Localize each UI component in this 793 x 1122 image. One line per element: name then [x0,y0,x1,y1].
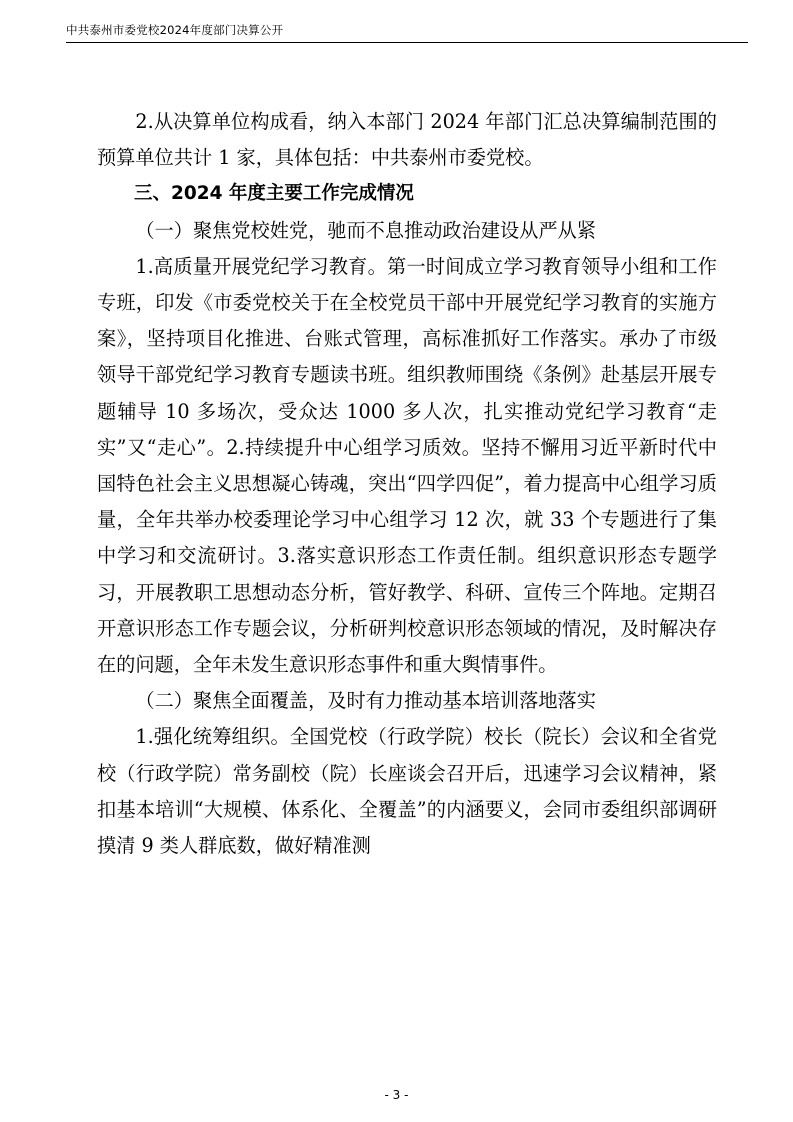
paragraph-budget-units: 2.从决算单位构成看，纳入本部门 2024 年部门汇总决算编制范围的预算单位共计 1 家，具体包括：中共泰州市委党校。 [97,110,717,170]
paragraph-overall-coordination: 1.强化统筹组织。全国党校（行政学院）校长（院长）会议和全省党校（行政学院）常务副校（院）长座谈会召开后，迅速学习会议精神，紧扣基本培训“大规模、体系化、全覆盖”的内涵要义，会同市委组织部调研摸清 9 类人群底数，做好精准测 [97,725,717,858]
page-header [66,22,748,43]
document-body [97,104,717,864]
subsection-heading-political-building: （一）聚焦党校姓党，驰而不息推动政治建设从严从紧 [135,218,596,242]
section-heading-work-completion: 三、2024 年度主要工作完成情况 [134,183,414,205]
subsection-heading-basic-training: （二）聚焦全面覆盖，及时有力推动基本培训落地落实 [135,689,596,713]
page-number: - 3 - [384,1088,409,1102]
paragraph-discipline-education: 1.高质量开展党纪学习教育。第一时间成立学习教育领导小组和工作专班，印发《市委党校关于在全校党员干部中开展党纪学习教育的实施方案》，坚持项目化推进、台账式管理，高标准抓好工作落实。承办了市级领导干部党纪学习教育专题读书班。组织教师围绕《条例》赴基层开展专题辅导 10 多场次，受众达 1000 多人次，扎实推动党纪学习教育“走实”又“走心”。2.持续提升中心组学习质效。坚持不懈用习近平新时代中国特色社会主义思想凝心铸魂，突出“四学四促”，着力提高中心组学习质量，全年共举办校委理论学习中心组学习 12 次，就 33 个专题进行了集中学习和交流研讨。3.落实意识形态工作责任制。组织意识形态专题学习，开展教职工思想动态分析，管好教学、科研、宣传三个阵地。定期召开意识形态工作专题会议，分析研判校意识形态领域的情况，及时解决存在的问题，全年未发生意识形态事件和重大舆情事件。 [97,254,717,677]
header-title: 中共泰州市委党校2024年度部门决算公开 [66,23,284,37]
